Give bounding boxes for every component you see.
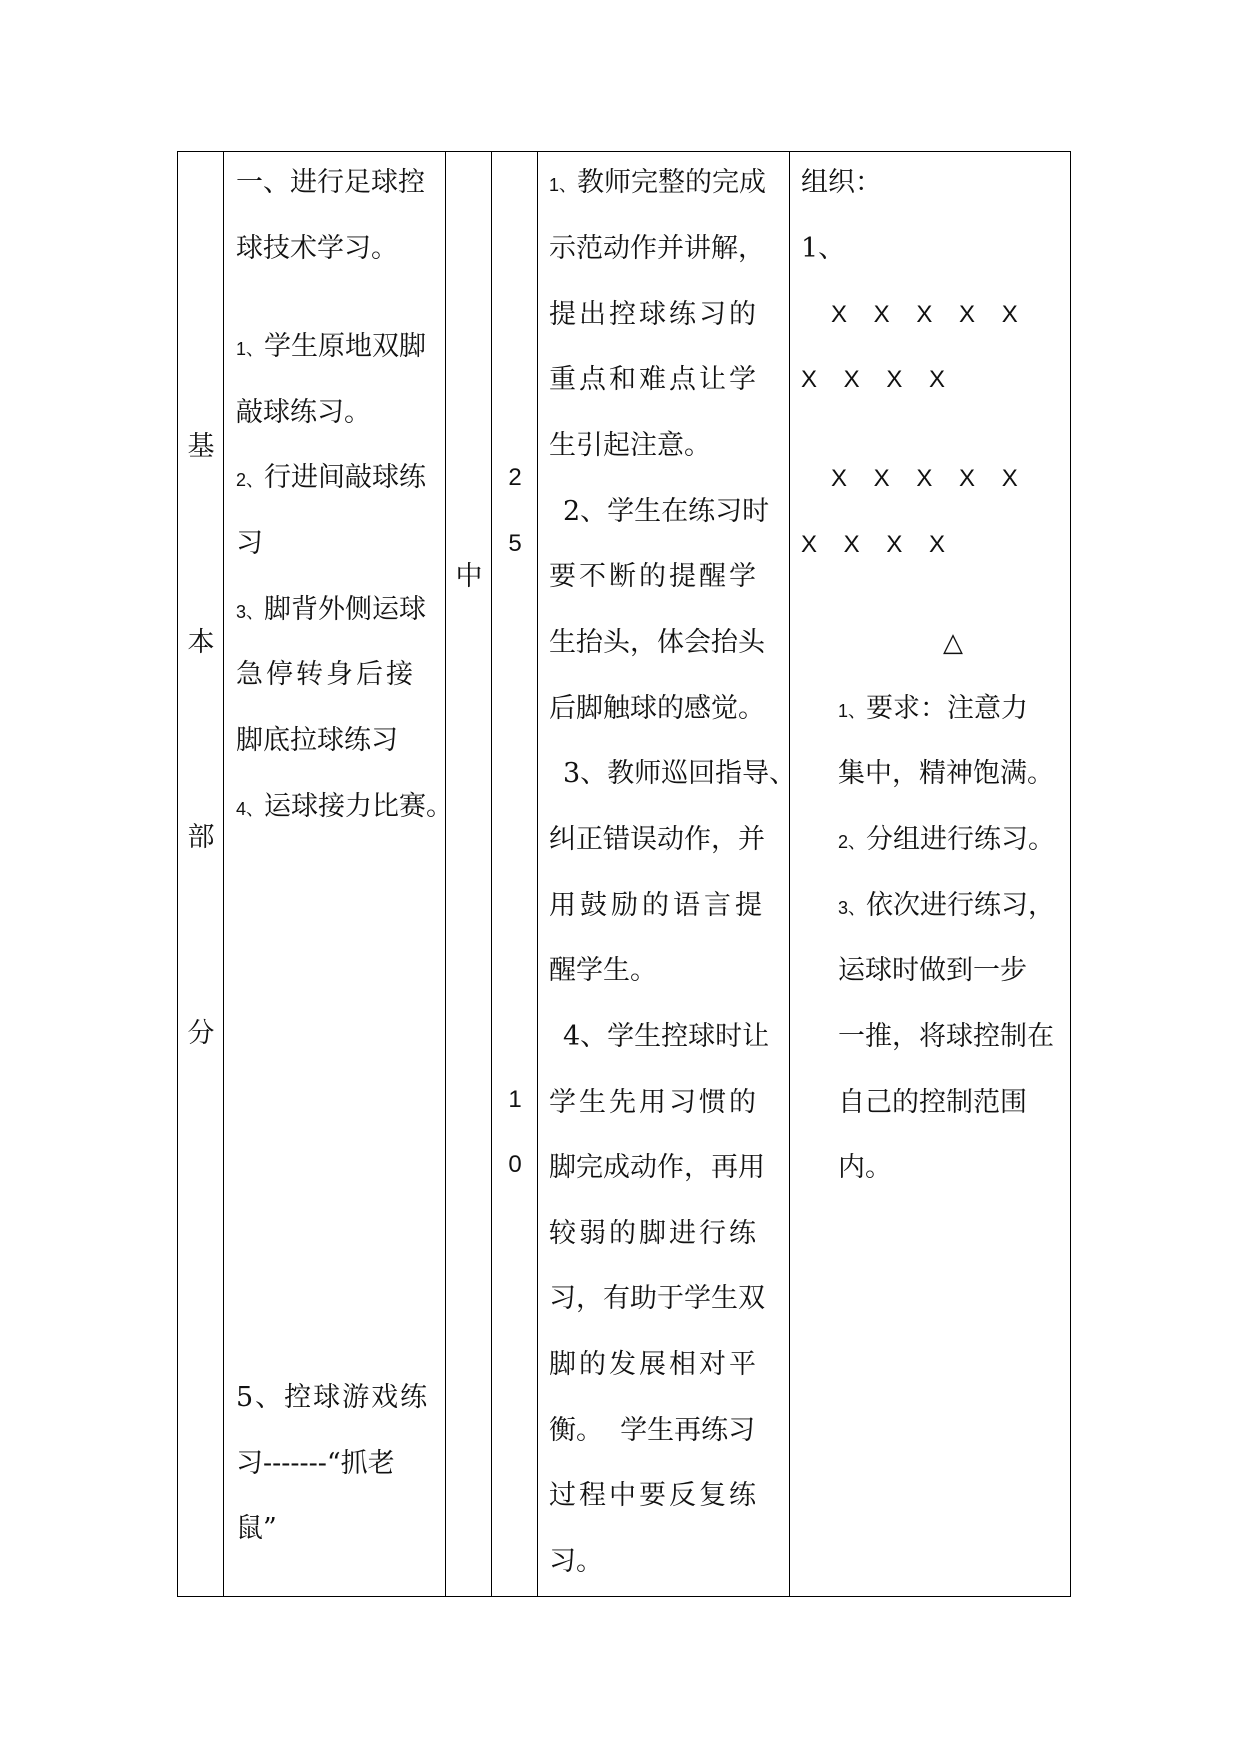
content-heading-line: 一、进行足球控 bbox=[236, 167, 425, 198]
section-char: 本 bbox=[187, 627, 215, 658]
content-heading-line: 球技术学习。 bbox=[236, 233, 398, 264]
item-number: 1、 bbox=[236, 339, 265, 359]
item-number: 3、 bbox=[236, 602, 265, 622]
time-digit: 2 bbox=[508, 464, 522, 491]
content-item-2-cont: 习 bbox=[236, 528, 263, 559]
method-p4-line: 习，有助于学生双 bbox=[549, 1283, 765, 1314]
method-p4-line: 过程中要反复练 bbox=[549, 1480, 759, 1511]
time-digit: 1 bbox=[508, 1086, 522, 1113]
method-p3-line: 纠正错误动作，并 bbox=[549, 824, 765, 855]
item-number: 1、 bbox=[549, 175, 578, 195]
org-requirement-2 bbox=[838, 823, 1055, 859]
item-number: 2、 bbox=[236, 470, 265, 490]
content-item-3-cont: 脚底拉球练习 bbox=[236, 725, 398, 756]
method-p4-line: 脚的发展相对平 bbox=[549, 1349, 759, 1380]
content-item-5-cont: 习-------“抓老 bbox=[236, 1448, 395, 1479]
content-item-5: 5、控球游戏练 bbox=[236, 1382, 430, 1413]
section-column bbox=[178, 152, 224, 1596]
content-column bbox=[224, 152, 454, 1596]
content-item-5-cont: 鼠” bbox=[236, 1513, 277, 1544]
teacher-triangle-icon: △ bbox=[943, 628, 963, 658]
item-text: 依次进行练习， bbox=[866, 890, 1056, 921]
formation-row: X X X X X bbox=[831, 465, 1018, 492]
item-text: 运球接力比赛。 bbox=[264, 791, 454, 822]
method-p1-line: 生引起注意。 bbox=[549, 430, 711, 461]
method-p2-line: 2、学生在练习时 bbox=[563, 496, 770, 527]
time-digit: 0 bbox=[508, 1151, 522, 1178]
item-text: 要求：注意力 bbox=[866, 693, 1029, 724]
section-char: 部 bbox=[187, 822, 215, 853]
intensity-column bbox=[446, 152, 492, 1596]
formation-row: X X X X bbox=[801, 531, 946, 558]
section-char: 基 bbox=[187, 431, 215, 462]
method-p1-line: 重点和难点让学 bbox=[549, 364, 759, 395]
item-number: 4、 bbox=[236, 799, 265, 819]
method-p4-line: 4、学生控球时让 bbox=[563, 1021, 770, 1052]
time-digit: 5 bbox=[508, 530, 522, 557]
method-p1-line: 示范动作并讲解， bbox=[549, 233, 765, 264]
content-item-3 bbox=[236, 593, 426, 629]
org-requirement-3-cont: 自己的控制范围 bbox=[838, 1087, 1027, 1118]
org-requirement-3-cont: 内。 bbox=[838, 1152, 892, 1183]
section-char: 分 bbox=[187, 1018, 215, 1049]
formation-row: X X X X X bbox=[831, 301, 1018, 328]
content-item-3-cont: 急停转身后接 bbox=[236, 659, 416, 690]
org-requirement-3-cont: 运球时做到一步 bbox=[838, 955, 1027, 986]
method-p2-line: 要不断的提醒学 bbox=[549, 561, 759, 592]
item-text: 分组进行练习。 bbox=[866, 824, 1056, 855]
method-column bbox=[538, 152, 797, 1596]
intensity-label: 中 bbox=[455, 561, 483, 592]
method-p3-line: 醒学生。 bbox=[549, 955, 657, 986]
org-requirement-3 bbox=[838, 889, 1055, 925]
item-text: 学生原地双脚 bbox=[264, 331, 427, 362]
item-number: 3、 bbox=[838, 898, 867, 918]
method-p3-line: 3、教师巡回指导、 bbox=[563, 758, 797, 789]
item-text: 教师完整的完成 bbox=[577, 167, 767, 198]
formation-row: X X X X bbox=[801, 366, 946, 393]
item-number: 1、 bbox=[838, 701, 867, 721]
method-p4-line: 学生先用习惯的 bbox=[549, 1087, 759, 1118]
method-p4-line: 衡。 学生再练习 bbox=[549, 1415, 756, 1446]
item-text: 行进间敲球练 bbox=[264, 462, 427, 493]
method-p2-line: 后脚触球的感觉。 bbox=[549, 693, 765, 724]
time-column bbox=[492, 152, 538, 1596]
method-p4-line: 习。 bbox=[549, 1546, 603, 1577]
organization-label: 组织： bbox=[801, 167, 882, 198]
method-p1-line: 提出控球练习的 bbox=[549, 299, 759, 330]
organization-column bbox=[790, 152, 1072, 1596]
organization-index: 1、 bbox=[801, 233, 846, 264]
org-requirement-1-cont: 集中，精神饱满。 bbox=[838, 758, 1054, 789]
org-requirement-3-cont: 一推，将球控制在 bbox=[838, 1021, 1054, 1052]
content-item-2 bbox=[236, 461, 426, 497]
content-item-1 bbox=[236, 330, 426, 366]
method-p2-line: 生抬头，体会抬头 bbox=[549, 627, 765, 658]
item-number: 2、 bbox=[838, 832, 867, 852]
method-p1-line bbox=[549, 166, 766, 202]
org-requirement-1 bbox=[838, 692, 1028, 728]
method-p3-line: 用鼓励的语言提 bbox=[549, 890, 766, 921]
item-text: 脚背外侧运球 bbox=[264, 594, 427, 625]
method-p4-line: 脚完成动作，再用 bbox=[549, 1152, 765, 1183]
method-p4-line: 较弱的脚进行练 bbox=[549, 1218, 759, 1249]
content-item-1-cont: 敲球练习。 bbox=[236, 397, 371, 428]
content-item-4 bbox=[236, 790, 453, 826]
lesson-plan-table bbox=[177, 151, 1071, 1597]
